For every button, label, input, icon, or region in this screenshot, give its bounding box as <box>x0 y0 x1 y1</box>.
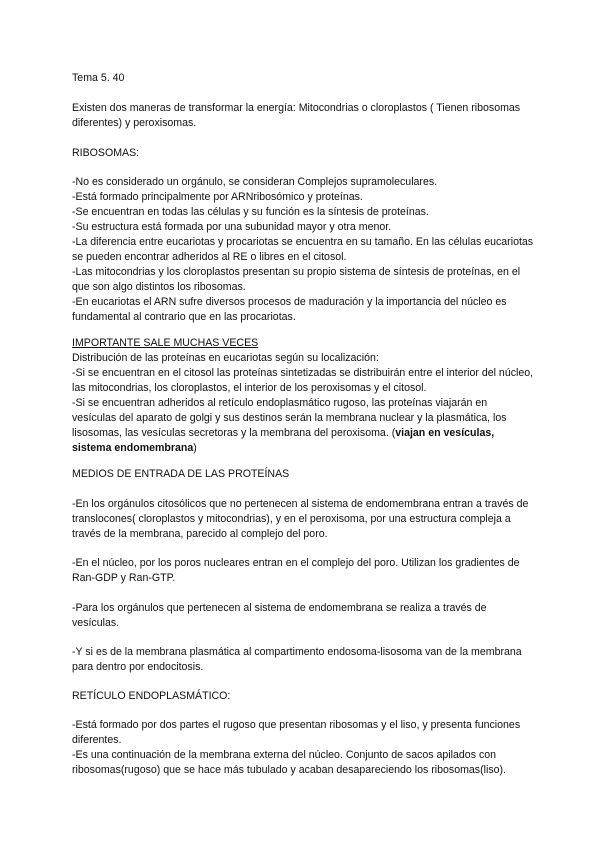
rer-item <box>72 396 534 456</box>
ribosomas-item: -Las mitocondrias y los cloroplastos presentan su propio sistema de síntesis de proteínas, en el que son algo distintos los ribosomas. <box>72 266 521 293</box>
importante-section <box>72 351 534 456</box>
doc-title: Tema 5. 40 <box>72 72 125 84</box>
rer-item-text: -Si se encuentran adheridos al retículo endoplasmático rugoso, las proteínas viajarán en vesículas del aparato de golgi y sus destinos serán la membrana nuclear y la plasmática, los lisosomas, las vesículas secretoras y la membrana del peroxisoma. ( <box>72 397 507 439</box>
ribosomas-item: -Su estructura está formada por una subunidad mayor y otra menor. <box>72 221 392 233</box>
ribosomas-heading: RIBOSOMAS: <box>72 147 140 159</box>
rer-item-bold: viajan en vesículas, sistema endomembrana <box>72 427 495 454</box>
citosol-item: -Si se encuentran en el citosol las proteínas sintetizadas se distribuirán entre el interior del núcleo, las mitocondrias, los cloroplastos, el interior de los peroxisomas y el citosol. <box>72 367 534 394</box>
ribosomas-item: -En eucariotas el ARN sufre diversos procesos de maduración y la importancia del núcleo es fundamental al contrario que en las procariotas. <box>72 296 507 323</box>
importante-heading: IMPORTANTE SALE MUCHAS VECES <box>72 337 259 349</box>
medios-heading: MEDIOS DE ENTRADA DE LAS PROTEÍNAS <box>72 468 290 480</box>
medios-paragraph-1: -En los orgánulos citosólicos que no pertenecen al sistema de endomembrana entran a través de translocones( cloroplastos y mitocondrias), y en el peroxisoma, por una estructura compleja a través de la membrana, parecido al complejo del poro. <box>72 498 529 540</box>
intro-paragraph: Existen dos maneras de transformar la energía: Mitocondrias o cloroplastos ( Tienen ribosomas diferentes) y peroxisomas. <box>72 102 521 129</box>
ribosomas-item: -No es considerado un orgánulo, se consideran Complejos supramoleculares. <box>72 176 438 188</box>
ribosomas-item: -Se encuentran en todas las células y su función es la síntesis de proteínas. <box>72 206 429 218</box>
distribution-subheading: Distribución de las proteínas en eucariotas según su localización: <box>72 352 379 364</box>
medios-paragraph-2: -En el núcleo, por los poros nucleares entran en el complejo del poro. Utilizan los gradientes de Ran-GDP y Ran-GTP. <box>72 557 520 584</box>
reticulo-paragraph-2: -Es una continuación de la membrana externa del núcleo. Conjunto de sacos apilados con ribosomas(rugoso) que se hace más tubulado y acaban desapareciendo los ribosomas(liso). <box>72 749 506 776</box>
ribosomas-item: -Está formado principalmente por ARNribosómico y proteínas. <box>72 191 363 203</box>
ribosomas-list <box>72 175 534 325</box>
rer-item-end: ) <box>193 442 197 454</box>
reticulo-paragraph-1: -Está formado por dos partes el rugoso que presentan ribosomas y el liso, y presenta funciones diferentes. <box>72 719 521 746</box>
ribosomas-item: -La diferencia entre eucariotas y procariotas se encuentra en su tamaño. En las células eucariotas se pueden encontrar adheridos al RE o libres en el citosol. <box>72 236 534 263</box>
reticulo-section <box>72 718 534 778</box>
medios-paragraph-3: -Para los orgánulos que pertenecen al sistema de endomembrana se realiza a través de vesículas. <box>72 602 487 629</box>
reticulo-heading: RETÍCULO ENDOPLASMÁTICO: <box>72 690 231 702</box>
medios-paragraph-4: -Y si es de la membrana plasmática al compartimento endosoma-lisosoma van de la membrana para dentro por endocitosis. <box>72 646 522 673</box>
